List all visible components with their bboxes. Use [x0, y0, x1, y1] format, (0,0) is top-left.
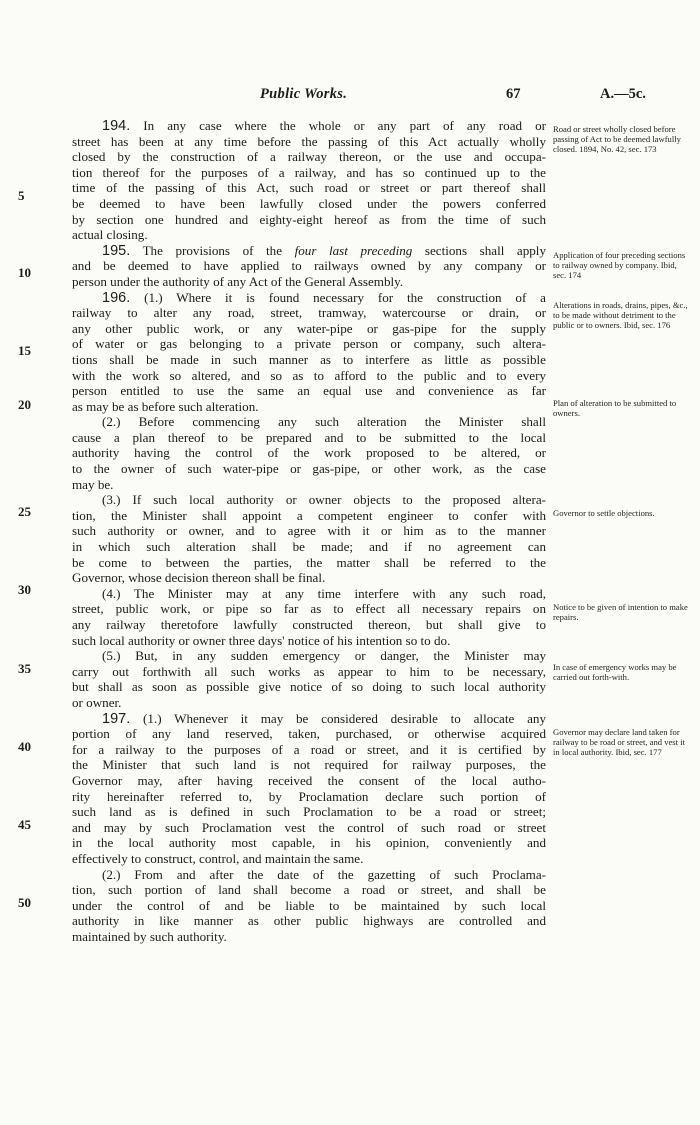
margin-note: Alterations in roads, drains, pipes, &c., to be made without detriment to the public or to owners. Ibid, sec. 176	[553, 300, 688, 331]
text-line: in which such alteration shall be made; and if no agreement can	[72, 539, 546, 555]
line-number: 30	[18, 582, 31, 597]
text-line: under the control of and be liable to be maintained by such local	[72, 897, 546, 913]
line-number: 10	[18, 265, 31, 280]
text-line: (2.) From and after the date of the gazetting of such Proclama-	[102, 866, 546, 882]
text-line: time of the passing of this Act, such road or street or part thereof shall	[72, 180, 546, 196]
text-line: the Minister that such land is not required for railway purposes, the	[72, 757, 546, 773]
document-reference: A.—5c.	[600, 86, 646, 102]
margin-note: Plan of alteration to be submitted to owners.	[553, 398, 677, 419]
line-number: 25	[18, 504, 31, 519]
text-line: any other public work, or any water-pipe or gas-pipe for the supply	[72, 320, 546, 336]
text-line: such land as is defined in such Proclamation to be a road or street;	[72, 804, 546, 820]
text-line: (4.) The Minister may at any time interfere with any such road,	[102, 585, 546, 601]
line-number: 35	[18, 661, 31, 676]
text-line: with the work so altered, and so as to afford to the public and to every	[72, 367, 546, 383]
text-line: maintained by such authority.	[72, 928, 227, 944]
text-line: such authority or owner, and to agree with it or him as to the manner	[72, 523, 546, 539]
running-title: Public Works.	[260, 86, 348, 102]
text-line: Governor, whose decision thereon shall be final.	[72, 570, 326, 586]
margin-note: In case of emergency works may be carried out forth-with.	[553, 662, 677, 683]
margin-note: Governor may declare land taken for railway to be road or street, and vest it in local authority. Ibid, sec. 177	[553, 727, 685, 758]
text-line: and may by such Proclamation vest the control of such road or street	[72, 819, 546, 835]
text-line: in the local authority most capable, in his opinion, conveniently and	[72, 835, 546, 851]
text-line: portion of any land reserved, taken, purchased, or otherwise acquired	[72, 726, 546, 742]
text-line: or owner.	[72, 694, 122, 710]
text-line: any railway theretofore lawfully constructed thereon, but shall give to	[72, 617, 546, 632]
text-line: carry out forthwith all such works as appear to him to be necessary,	[72, 663, 546, 679]
text-line: street, public work, or pipe so far as to effect all necessary repairs on	[72, 601, 546, 617]
text-line: be deemed to have been lawfully closed under the powers conferred	[72, 195, 546, 211]
text-line: Governor may, after having received the consent of the local autho-	[72, 772, 546, 788]
margin-note: Notice to be given of intention to make repairs.	[553, 602, 688, 623]
text-line: be come to between the parties, the matter shall be referred to the	[72, 554, 546, 570]
text-line: rity hereinafter referred to, by Proclamation declare such portion of	[72, 788, 546, 804]
text-line: but shall as soon as possible give notice of so doing to such local authority	[72, 679, 546, 695]
text-line: effectively to construct, control, and maintain the same.	[72, 850, 364, 866]
section-number: 195.	[102, 242, 131, 259]
line-number: 50	[18, 895, 31, 910]
section-194: 194. In any case where the whole or any part of any road or	[102, 118, 546, 134]
text-line: tion, such portion of land shall become a road or street, and shall be	[72, 882, 546, 898]
line-number: 5	[18, 188, 25, 203]
section-number: 196.	[102, 289, 131, 306]
text-line: (3.) If such local authority or owner objects to the proposed altera-	[102, 492, 546, 508]
text-line: of water or gas belonging to a private person or company, such altera-	[72, 336, 546, 352]
margin-note: Application of four preceding sections to railway owned by company. Ibid, sec. 174	[553, 250, 686, 281]
text-line: for a railway to the purposes of a road or street, and it is certified by	[72, 741, 546, 757]
section-195: 195. The provisions of the four last preceding sections shall apply	[102, 242, 546, 259]
text-line: closed by the construction of a railway thereon, or the use and occupa-	[72, 149, 546, 165]
text-line: tion, the Minister shall appoint a competent engineer to confer with	[72, 507, 546, 523]
line-number: 20	[18, 397, 31, 412]
text-line: by section one hundred and eighty-eight hereof as from the time of such	[72, 211, 546, 227]
text-line: person under the authority of any Act of the General Assembly.	[72, 273, 404, 289]
text-line: and be deemed to have applied to railways owned by any company or	[72, 258, 546, 274]
section-196: 196. (1.) Where it is found necessary for the construction of a	[102, 289, 546, 306]
section-number: 194.	[102, 118, 131, 134]
text-line: as may be as before such alteration.	[72, 398, 259, 414]
page-number: 67	[506, 86, 521, 102]
line-number: 45	[18, 817, 31, 832]
text-line: actual closing.	[72, 227, 148, 243]
page-header	[0, 86, 700, 106]
text-line: authority in like manner as other public highways are controlled and	[72, 913, 546, 929]
text-line: (2.) Before commencing any such alteration the Minister shall	[102, 414, 546, 430]
text-line: person entitled to use the same an equal use and convenience as far	[72, 383, 546, 399]
line-number: 40	[18, 739, 31, 754]
line-number: 15	[18, 343, 31, 358]
text-line: such local authority or owner three days' notice of his intention so to do.	[72, 632, 451, 648]
text-line: may be.	[72, 476, 114, 492]
text-line: street has been at any time before the passing of this Act actually wholly	[72, 133, 546, 149]
text-line: authority having the control of the work proposed to be altered, or	[72, 445, 546, 461]
text-line: (5.) But, in any sudden emergency or danger, the Minister may	[102, 648, 546, 664]
main-text	[72, 118, 546, 944]
text-line: tion thereof for the purposes of a railway, and has so continued up to the	[72, 164, 546, 180]
text-line: railway to alter any road, street, tramway, watercourse or drain, or	[72, 305, 546, 321]
text-line: tions shall be made in such manner as to interfere as little as possible	[72, 351, 546, 367]
margin-note: Road or street wholly closed before passing of Act to be deemed lawfully closed. 1894, No. 42, sec. 173	[553, 124, 681, 155]
section-197: 197. (1.) Whenever it may be considered desirable to allocate any	[102, 710, 546, 727]
text-line: cause a plan thereof to be prepared and to be submitted to the local	[72, 429, 546, 445]
section-number: 197.	[102, 710, 131, 727]
margin-note: Governor to settle objections.	[553, 508, 655, 518]
text-line: to the owner of such water-pipe or gas-pipe, or other work, as the case	[72, 461, 546, 477]
